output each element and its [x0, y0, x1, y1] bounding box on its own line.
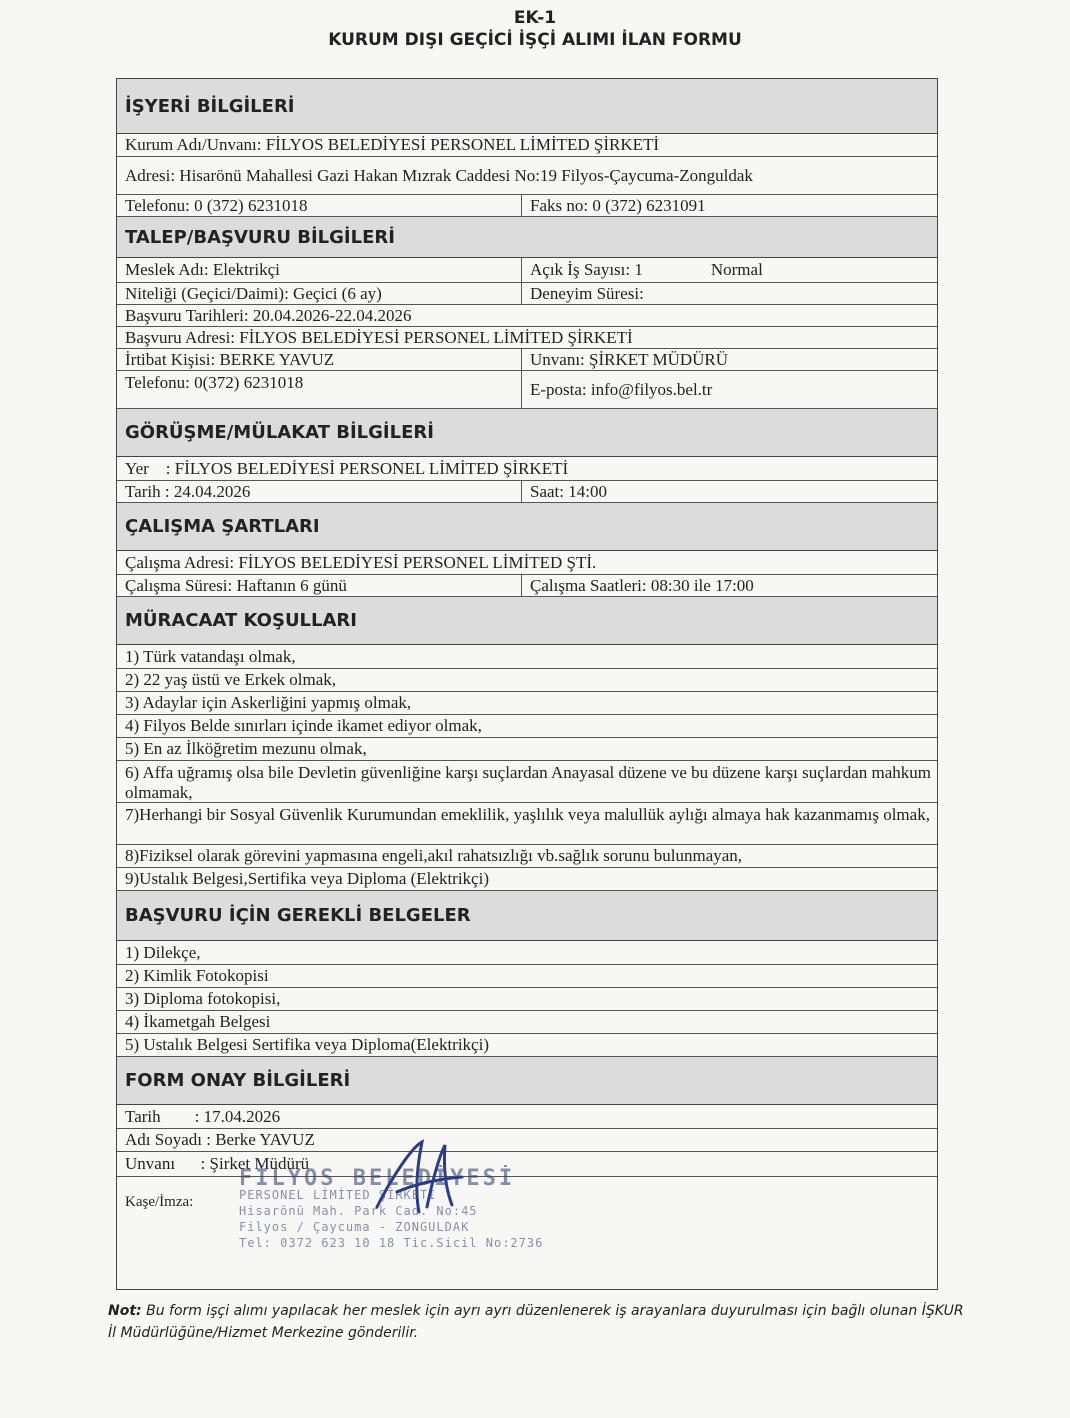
document-header: [0, 8, 1070, 50]
row-kase-imza: [117, 1166, 937, 1250]
row-tarihler: [117, 305, 937, 327]
belge-item: 3) Diploma fotokopisi,: [125, 989, 281, 1008]
row-onay-unvan: [117, 1152, 937, 1177]
meslek-field: Meslek Adı: Elektrikçi: [117, 258, 522, 282]
row-calisma-sure: [117, 575, 937, 597]
stamp-line: PERSONEL LİMİTED ŞİRKETİ: [239, 1188, 437, 1202]
calisma-sure-field: Çalışma Süresi: Haftanın 6 günü: [117, 575, 522, 596]
list-item: [117, 988, 937, 1011]
section-isyeri-heading: İŞYERİ BİLGİLERİ: [117, 79, 937, 134]
section-belgeler-heading: BAŞVURU İÇİN GEREKLİ BELGELER: [117, 891, 937, 941]
row-onay-tarih: [117, 1105, 937, 1129]
onay-adi-field: Adı Soyadı : Berke YAVUZ: [125, 1130, 315, 1149]
stamp-line: FİLYOS BELEDİYESİ: [239, 1166, 516, 1191]
section-onay-heading: FORM ONAY BİLGİLERİ: [117, 1057, 937, 1105]
basvuru-tarihleri-field: Başvuru Tarihleri: 20.04.2026-22.04.2026: [125, 305, 412, 325]
row-adres: [117, 157, 937, 195]
list-item: [117, 845, 937, 868]
list-item: [117, 692, 937, 715]
row-calisma-adres: [117, 551, 937, 575]
calisma-saatleri-field: Çalışma Saatleri: 08:30 ile 17:00: [530, 575, 754, 595]
form-table: [116, 78, 938, 1290]
signature-icon: [367, 1137, 477, 1227]
belge-item: 5) Ustalık Belgesi Sertifika veya Diploma(Elektrikçi): [125, 1035, 489, 1054]
muracaat-item: 7)Herhangi bir Sosyal Güvenlik Kurumundan emeklilik, yaşlılık veya malullük aylığı almaya hak kazanmamış olmak,: [125, 805, 930, 824]
muracaat-item: 2) 22 yaş üstü ve Erkek olmak,: [125, 670, 337, 689]
muracaat-item: 3) Adaylar için Askerliğini yapmış olmak,: [125, 693, 412, 712]
acik-is-sayisi: Açık İş Sayısı: 1: [530, 260, 643, 279]
belge-item: 2) Kimlik Fotokopisi: [125, 966, 269, 985]
list-item: [117, 868, 937, 891]
footer-note: [108, 1300, 968, 1344]
section-muracaat-heading: MÜRACAAT KOŞULLARI: [117, 597, 937, 645]
niteligi-field: Niteliği (Geçici/Daimi): Geçici (6 ay): [117, 283, 522, 304]
onay-tarih-field: Tarih : 17.04.2026: [125, 1106, 281, 1126]
list-item: [117, 715, 937, 738]
muracaat-item: 1) Türk vatandaşı olmak,: [125, 646, 296, 666]
kase-imza-label: Kaşe/İmza:: [125, 1193, 194, 1210]
list-item: [117, 738, 937, 761]
list-item: [117, 645, 937, 669]
irtibat-telefon-field: Telefonu: 0(372) 6231018: [117, 371, 522, 408]
stamp-line: Filyos / Çaycuma - ZONGULDAK: [239, 1220, 470, 1234]
list-item: [117, 803, 937, 845]
calisma-adres-field: Çalışma Adresi: FİLYOS BELEDİYESİ PERSONEL LİMİTED ŞTİ.: [125, 552, 597, 572]
basvuru-adresi-field: Başvuru Adresi: FİLYOS BELEDİYESİ PERSONEL LİMİTED ŞİRKETİ: [125, 327, 633, 347]
kurum-field: Kurum Adı/Unvanı: FİLYOS BELEDİYESİ PERSONEL LİMİTED ŞİRKETİ: [125, 135, 660, 154]
telefon-field: Telefonu: 0 (372) 6231018: [117, 195, 522, 216]
belge-item: 1) Dilekçe,: [125, 942, 201, 962]
gorusme-yer-field: Yer : FİLYOS BELEDİYESİ PERSONEL LİMİTED ŞİRKETİ: [125, 458, 569, 478]
list-item: [117, 761, 937, 803]
section-calisma-heading: ÇALIŞMA ŞARTLARI: [117, 503, 937, 551]
unvan-field: Unvanı: ŞİRKET MÜDÜRÜ: [530, 349, 729, 369]
row-iletisim: [117, 371, 937, 409]
belge-item: 4) İkametgah Belgesi: [125, 1012, 271, 1031]
muracaat-item: 5) En az İlköğretim mezunu olmak,: [125, 739, 367, 758]
list-item: [117, 965, 937, 988]
eposta-field: E-posta: info@filyos.bel.tr: [530, 379, 713, 399]
row-gorusme-tarih: [117, 481, 937, 503]
section-gorusme-heading: GÖRÜŞME/MÜLAKAT BİLGİLERİ: [117, 409, 937, 457]
list-item: [117, 669, 937, 692]
row-basvuru-adresi: [117, 327, 937, 349]
muracaat-item: 8)Fiziksel olarak görevini yapmasına engeli,akıl rahatsızlığı vb.sağlık sorunu bulunmayan,: [125, 846, 743, 865]
irtibat-field: İrtibat Kişisi: BERKE YAVUZ: [117, 349, 522, 370]
adres-field: Adresi: Hisarönü Mahallesi Gazi Hakan Mızrak Caddesi No:19 Filyos-Çaycuma-Zonguldak: [125, 165, 753, 185]
row-telefon: [117, 195, 937, 217]
row-meslek: [117, 258, 937, 283]
section-talep-heading: TALEP/BAŞVURU BİLGİLERİ: [117, 217, 937, 258]
gorusme-tarih-field: Tarih : 24.04.2026: [117, 481, 522, 502]
list-item: [117, 1011, 937, 1034]
muracaat-item: 4) Filyos Belde sınırları içinde ikamet ediyor olmak,: [125, 716, 482, 735]
faks-field: Faks no: 0 (372) 6231091: [530, 195, 706, 215]
list-item: [117, 941, 937, 965]
row-onay-adi: [117, 1129, 937, 1152]
row-yer: [117, 457, 937, 481]
form-code: EK-1: [513, 8, 557, 28]
muracaat-item: 6) Affa uğramış olsa bile Devletin güvenliğine karşı suçlardan Anayasal düzene ve bu düzene karşı suçlardan mahkum olmamak,: [125, 763, 931, 802]
stamp-line: Hisarönü Mah. Park Cad. No:45: [239, 1204, 478, 1218]
note-label: Not:: [108, 1303, 142, 1319]
acik-is-tur: Normal: [710, 260, 763, 279]
row-kurum: [117, 134, 937, 157]
acik-is-field: [522, 258, 937, 282]
deneyim-field: Deneyim Süresi:: [530, 283, 644, 303]
list-item: [117, 1034, 937, 1057]
row-niteligi: [117, 283, 937, 305]
note-text: Bu form işçi alımı yapılacak her meslek için ayrı ayrı düzenlenerek iş arayanlara duyurulması için bağlı olunan İŞKUR İl Müdürlüğüne/Hizmet Merkezine gönderilir.: [108, 1303, 964, 1341]
onay-unvan-field: Unvanı : Şirket Müdürü: [125, 1154, 310, 1173]
gorusme-saat-field: Saat: 14:00: [530, 481, 607, 501]
form-title: KURUM DIŞI GEÇİCİ İŞÇİ ALIMI İLAN FORMU: [328, 30, 742, 50]
row-irtibat: [117, 349, 937, 371]
stamp-line: Tel: 0372 623 10 18 Tic.Sicil No:2736: [239, 1236, 544, 1250]
muracaat-item: 9)Ustalık Belgesi,Sertifika veya Diploma (Elektrikçi): [125, 869, 489, 888]
